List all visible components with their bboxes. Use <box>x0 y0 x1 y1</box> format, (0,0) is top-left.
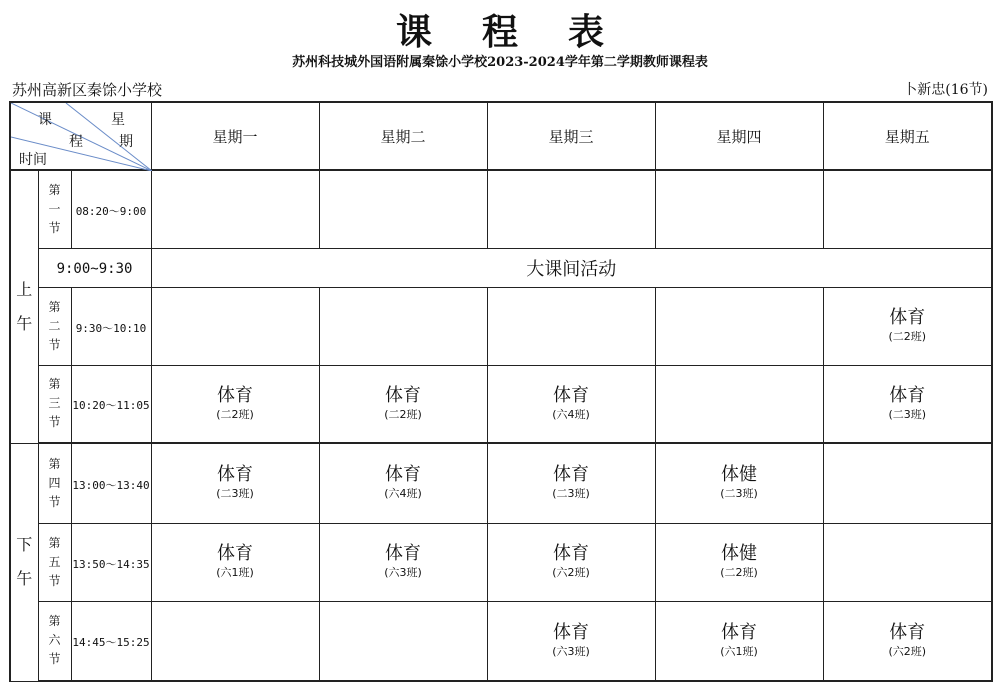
lesson-class: (六1班) <box>216 566 254 579</box>
lesson-subject: 体育 <box>553 384 589 406</box>
period-time: 10:20～11:05 <box>71 365 151 443</box>
lesson-class: (六2班) <box>888 644 927 658</box>
half-pm: 下午 <box>10 443 38 681</box>
lesson-cell <box>319 170 487 248</box>
page-title: 课程表 <box>395 11 654 53</box>
period-label: 第二节 <box>38 287 71 365</box>
lesson-subject: 体育 <box>385 384 421 406</box>
lesson-subject: 体育 <box>889 384 926 406</box>
lesson-cell <box>319 287 487 365</box>
period-time: 14:45～15:25 <box>71 601 151 681</box>
lesson-subject: 体健 <box>721 464 757 486</box>
header-row <box>10 102 992 170</box>
lesson-cell <box>655 287 823 365</box>
corner-time: 时间 <box>19 152 47 168</box>
period-label: 第五节 <box>38 523 71 601</box>
lesson-subject: 体育 <box>217 464 253 486</box>
lesson-cell <box>487 443 655 523</box>
lesson-subject: 体育 <box>889 621 926 643</box>
day-header: 星期三 <box>487 102 655 170</box>
break-time: 9:00~9:30 <box>38 248 151 287</box>
day-header: 星期二 <box>319 102 487 170</box>
lesson-cell <box>319 601 487 681</box>
corner-ke: 课 <box>38 112 52 128</box>
period-row <box>10 523 992 601</box>
half-am: 上午 <box>10 170 38 443</box>
day-header: 星期四 <box>655 102 823 170</box>
break-label: 大课间活动 <box>151 248 992 287</box>
lesson-subject: 体育 <box>553 621 589 643</box>
corner-cell <box>10 102 151 170</box>
period-time: 9:30～10:10 <box>71 287 151 365</box>
lesson-class: (二3班) <box>552 487 590 501</box>
lesson-cell <box>487 170 655 248</box>
period-label: 第一节 <box>38 170 71 248</box>
lesson-subject: 体育 <box>385 543 421 564</box>
period-row <box>10 601 992 681</box>
lesson-cell <box>319 443 487 523</box>
corner-xing: 星 <box>111 112 125 128</box>
period-time: 08:20～9:00 <box>71 170 151 248</box>
lesson-class: (二2班) <box>216 407 254 421</box>
lesson-cell <box>823 365 992 443</box>
lesson-cell <box>823 287 992 365</box>
period-row <box>10 287 992 365</box>
lesson-cell <box>655 365 823 443</box>
lesson-cell <box>487 523 655 601</box>
lesson-class: (六4班) <box>384 487 422 501</box>
lesson-subject: 体育 <box>553 543 589 564</box>
lesson-cell <box>487 365 655 443</box>
lesson-class: (六3班) <box>384 566 422 579</box>
period-label: 第四节 <box>38 443 71 523</box>
lesson-cell <box>655 170 823 248</box>
corner-cheng: 程 <box>69 134 83 150</box>
lesson-class: (二3班) <box>216 487 254 501</box>
period-label: 第六节 <box>38 601 71 681</box>
break-row <box>10 248 992 287</box>
lesson-cell <box>151 523 319 601</box>
period-row <box>10 443 992 523</box>
lesson-cell <box>823 601 992 681</box>
lesson-subject: 体育 <box>217 384 253 406</box>
lesson-class: (六4班) <box>552 407 590 421</box>
period-row <box>10 170 992 248</box>
period-row <box>10 365 992 443</box>
lesson-cell <box>319 523 487 601</box>
lesson-cell <box>655 523 823 601</box>
lesson-cell <box>823 170 992 248</box>
corner-qi: 期 <box>119 134 133 150</box>
lesson-class: (六2班) <box>552 566 590 579</box>
teacher-name: 卜新忠(16节) <box>903 82 988 98</box>
lesson-class: (二2班) <box>384 407 422 421</box>
lesson-cell <box>151 170 319 248</box>
lesson-cell <box>487 287 655 365</box>
lesson-subject: 体育 <box>721 621 757 643</box>
day-header: 星期五 <box>823 102 992 170</box>
lesson-class: (二3班) <box>720 487 758 501</box>
lesson-cell <box>319 365 487 443</box>
lesson-class: (二2班) <box>888 330 927 343</box>
page-subtitle: 苏州科技城外国语附属秦馀小学校2023-2024学年第二学期教师课程表 <box>292 55 708 70</box>
lesson-subject: 体育 <box>217 543 253 564</box>
lesson-cell <box>655 443 823 523</box>
lesson-cell <box>151 365 319 443</box>
lesson-class: (六3班) <box>552 644 590 658</box>
lesson-subject: 体育 <box>889 307 926 328</box>
lesson-class: (二3班) <box>888 407 927 421</box>
lesson-cell <box>487 601 655 681</box>
lesson-subject: 体育 <box>385 464 421 486</box>
period-time: 13:50～14:35 <box>71 523 151 601</box>
timetable <box>9 101 993 682</box>
lesson-class: (二2班) <box>720 566 758 579</box>
lesson-cell <box>151 443 319 523</box>
lesson-cell <box>823 443 992 523</box>
lesson-cell <box>655 601 823 681</box>
period-label: 第三节 <box>38 365 71 443</box>
lesson-class: (六1班) <box>720 644 758 658</box>
lesson-cell <box>151 601 319 681</box>
period-time: 13:00～13:40 <box>71 443 151 523</box>
day-header: 星期一 <box>151 102 319 170</box>
school-name: 苏州高新区秦馀小学校 <box>12 81 163 99</box>
lesson-cell <box>151 287 319 365</box>
lesson-subject: 体健 <box>721 543 757 564</box>
lesson-cell <box>823 523 992 601</box>
lesson-subject: 体育 <box>553 464 589 486</box>
